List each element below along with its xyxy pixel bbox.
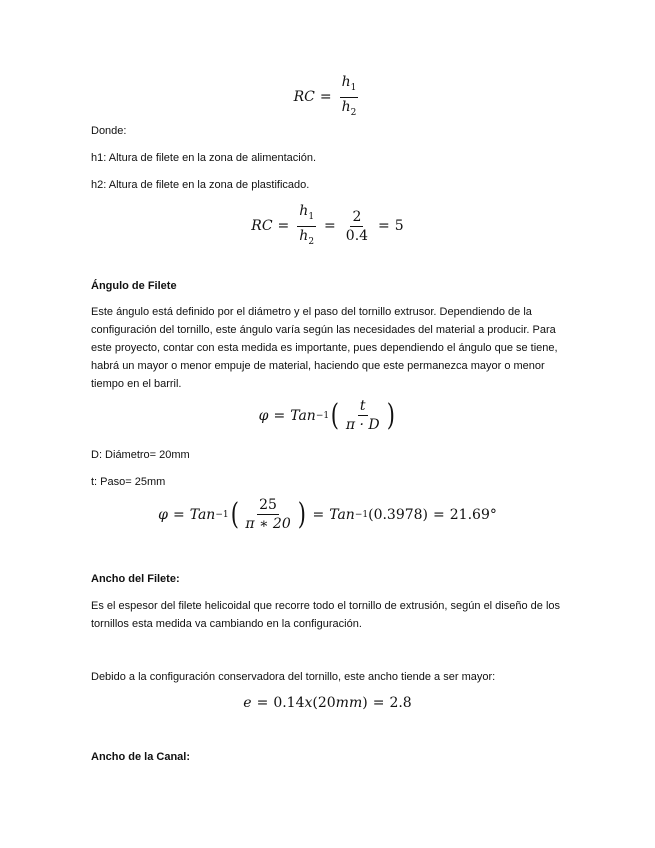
equation-phi-definition: [0, 398, 655, 433]
eq4-exp: −1: [215, 509, 229, 520]
eq2-result: 5: [394, 218, 404, 235]
eq4-num: 25: [259, 497, 277, 513]
debido-text: Debido a la configuración conservadora del tornillo, este ancho tiende a ser mayor:: [91, 671, 496, 683]
eq1-num-var: h: [341, 74, 351, 90]
eq2-num-var: h: [299, 203, 309, 219]
eq3-num: t: [359, 398, 366, 414]
eq4-func: Tan: [189, 506, 216, 523]
equation-phi-result: [0, 497, 655, 532]
equation-rc-result: [0, 203, 655, 250]
eq3-func: Tan: [290, 407, 316, 424]
eq4-func2: Tan: [329, 506, 355, 523]
eq2-equals-2: =: [324, 218, 336, 235]
eq5-close: ): [362, 695, 368, 711]
eq2-den2: 0.4: [345, 227, 369, 244]
eq5-x: x: [304, 695, 313, 711]
eq4-equals-2: =: [312, 506, 325, 523]
eq4-lhs: φ: [158, 506, 168, 523]
eq4-equals-3: =: [433, 506, 445, 523]
eq2-fraction-h: [297, 203, 316, 250]
eq2-num2: 2: [352, 208, 362, 225]
eq3-rparen: ): [386, 397, 395, 433]
eq4-arg: (0.3978): [368, 506, 429, 523]
eq4-result: 21.69°: [449, 506, 497, 523]
eq4-lparen: (: [230, 496, 239, 532]
eq5-equals-1: =: [256, 695, 269, 711]
eq5-equals-2: =: [372, 695, 385, 711]
d-definition: D: Diámetro= 20mm: [91, 449, 190, 461]
eq3-lparen: (: [330, 397, 340, 433]
eq2-den-sub: 2: [308, 236, 315, 247]
eq4-rparen: ): [297, 496, 306, 532]
eq2-equals-1: =: [277, 218, 290, 235]
eq3-exp: −1: [315, 410, 330, 421]
ancho-filete-heading: Ancho del Filete:: [91, 573, 180, 585]
eq1-equals: =: [319, 89, 332, 106]
eq4-fraction: [243, 497, 292, 532]
eq3-fraction: [344, 398, 382, 433]
eq5-result: 2.8: [389, 695, 412, 711]
eq5-unit: mm: [335, 695, 363, 711]
equation-rc-definition: [0, 74, 655, 121]
eq2-num-sub: 1: [308, 211, 315, 222]
h1-definition: h1: Altura de filete en la zona de alimentación.: [91, 152, 317, 164]
eq2-lhs: RC: [251, 218, 273, 235]
eq5-lhs: e: [243, 695, 252, 711]
eq2-fraction-num: [344, 209, 370, 244]
eq1-lhs: RC: [293, 89, 315, 106]
eq3-den: π · D: [345, 417, 380, 433]
ancho-filete-paragraph: Es el espesor del filete helicoidal que recorre todo el tornillo de extrusión, según el diseño de los tornillos esta medida va cambiando en la configuración.: [91, 600, 561, 630]
eq5-coef: 0.14: [273, 695, 305, 711]
eq2-equals-3: =: [378, 218, 390, 235]
angulo-paragraph: Este ángulo está definido por el diámetro y el paso del tornillo extrusor. Dependiendo de la configuración del tornillo, este ángulo varía según las necesidades del material a producir. Para este proyecto, contar con esta medida es importante, pues dependiendo el ángulo que se tiene, habrá un mayor o menor empuje de material, haciendo que este permanezca mayor o menor tiempo en el barril.: [91, 306, 558, 390]
equation-e-result: [0, 695, 655, 711]
eq1-den-sub: 2: [350, 107, 357, 118]
angulo-heading: Ángulo de Filete: [91, 280, 177, 292]
h2-definition: h2: Altura de filete en la zona de plastificado.: [91, 179, 310, 191]
eq1-fraction: [340, 74, 359, 121]
eq5-arg: (20: [312, 695, 336, 711]
eq1-num-sub: 1: [350, 82, 357, 93]
eq2-den-var: h: [299, 227, 309, 244]
eq4-equals-1: =: [172, 506, 185, 523]
eq4-exp2: −1: [354, 509, 369, 520]
eq3-equals: =: [273, 407, 286, 424]
eq3-lhs: φ: [258, 407, 269, 424]
eq4-den: π ∗ 20: [245, 516, 291, 532]
ancho-canal-heading: Ancho de la Canal:: [91, 751, 191, 763]
eq1-den-var: h: [341, 98, 351, 115]
t-definition: t: Paso= 25mm: [91, 476, 166, 488]
donde-label: Donde:: [91, 125, 127, 137]
